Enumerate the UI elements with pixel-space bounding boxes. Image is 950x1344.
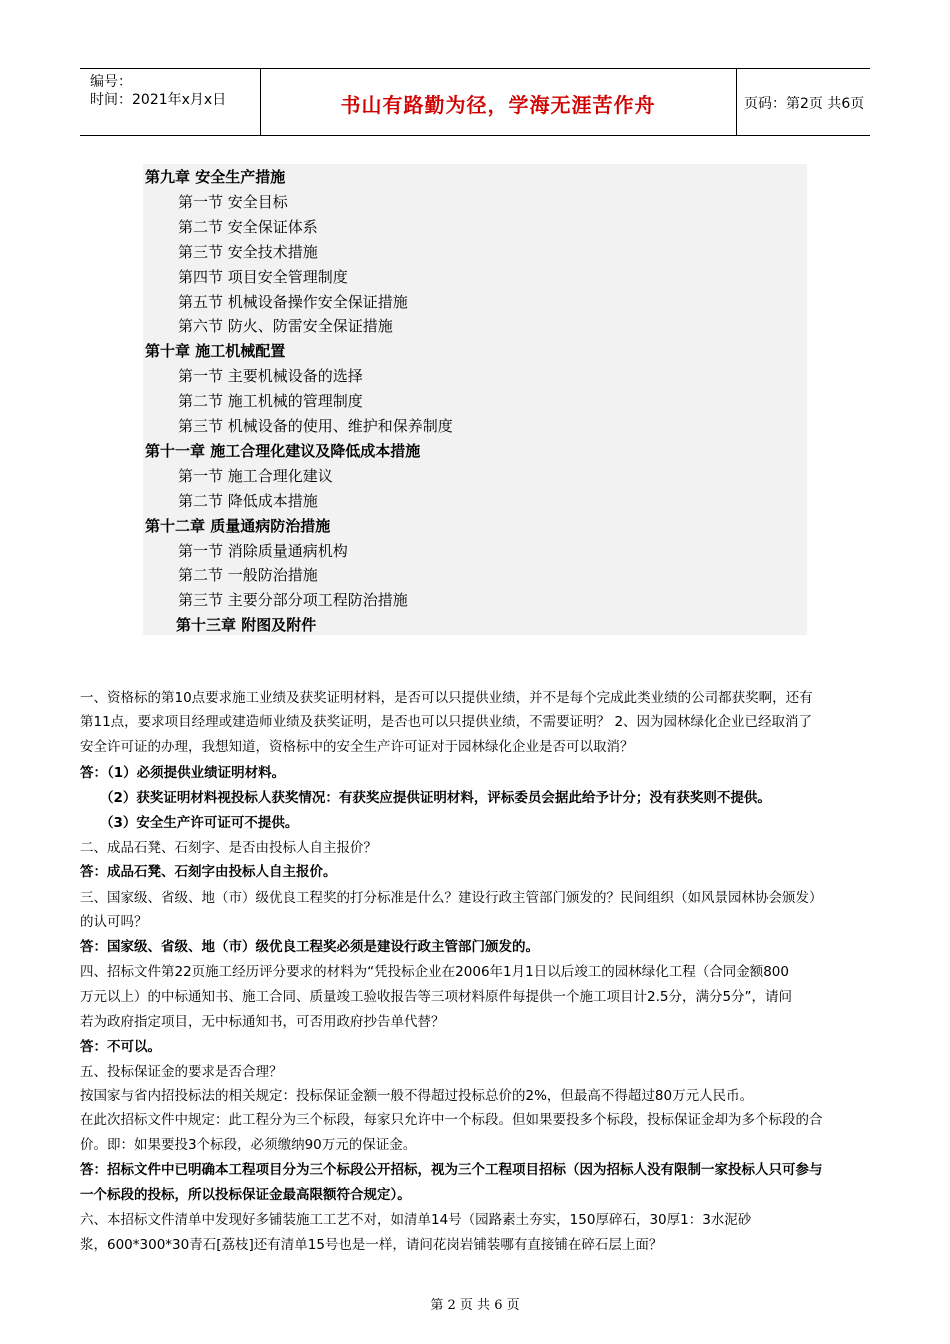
toc-chapter: 第十二章 质量通病防治措施 <box>145 516 331 535</box>
body-line: 三、国家级、省级、地（市）级优良工程奖的打分标准是什么？建设行政主管部门颁发的？民间组织（如风景园林协会颁发） <box>80 890 823 906</box>
body-line: 四、招标文件第22页施工经历评分要求的材料为“凭投标企业在2006年1月1日以后竣工的园林绿化工程（合同金额800 <box>80 964 789 980</box>
toc-section: 第二节 一般防治措施 <box>178 566 318 585</box>
toc-section: 第二节 施工机械的管理制度 <box>178 392 363 411</box>
answer-line: （2）获奖证明材料视投标人获奖情况：有获奖应提供证明材料，评标委员会据此给予计分；没有获奖则不提供。 <box>100 790 771 806</box>
page-label: 页码：第2页 共6页 <box>744 96 865 112</box>
page-header <box>80 68 870 136</box>
answer-line: 答：（1）必须提供业绩证明材料。 <box>80 765 286 781</box>
toc-section: 第二节 安全保证体系 <box>178 217 318 236</box>
toc-section: 第五节 机械设备操作安全保证措施 <box>178 292 408 311</box>
answer-line: 一个标段的投标，所以投标保证金最高限额符合规定）。 <box>80 1187 411 1203</box>
toc-section: 第一节 施工合理化建议 <box>178 466 333 485</box>
toc-section: 第六节 防火、防雷安全保证措施 <box>178 317 393 336</box>
page-footer: 第 2 页 共 6 页 <box>430 1298 520 1313</box>
body-line: 一、资格标的第10点要求施工业绩及获奖证明材料，是否可以只提供业绩，并不是每个完成此类业绩的公司都获奖啊，还有 <box>80 690 813 706</box>
toc-chapter: 第十一章 施工合理化建议及降低成本措施 <box>145 441 421 460</box>
body-line: 的认可吗？ <box>80 914 148 930</box>
toc-section: 第三节 机械设备的使用、维护和保养制度 <box>178 417 453 435</box>
body-line: 五、投标保证金的要求是否合理？ <box>80 1064 283 1080</box>
body-line: 第11点，要求项目经理或建造师业绩及获奖证明，是否也可以只提供业绩，不需要证明？ 2、因为园林绿化企业已经取消了 <box>80 714 813 730</box>
body-line: 价。即：如果要投3个标段，必须缴纳90万元的保证金。 <box>80 1137 417 1153</box>
header-page-cell <box>736 69 870 135</box>
table-of-contents <box>143 164 807 635</box>
answer-line: 答：招标文件中已明确本工程项目分为三个标段公开招标，视为三个工程项目招标（因为招标人没有限制一家投标人只可参与 <box>80 1162 823 1178</box>
body-line: 六、本招标文件清单中发现好多铺装施工工艺不对，如清单14号（园路素土夯实，150厚碎石，30厚1：3水泥砂 <box>80 1212 752 1228</box>
motto: 书山有路勤为径，学海无涯苦作舟 <box>340 93 656 117</box>
body-line: 二、成品石凳、石刻字、是否由投标人自主报价？ <box>80 840 377 856</box>
answer-line: （3）安全生产许可证可不提供。 <box>100 815 299 831</box>
toc-chapter: 第九章 安全生产措施 <box>145 168 286 186</box>
toc-section: 第一节 消除质量通病机构 <box>178 541 348 560</box>
body-line: 安全许可证的办理，我想知道，资格标中的安全生产许可证对于园林绿化企业是否可以取消？ <box>80 739 634 755</box>
toc-section: 第三节 安全技术措施 <box>178 242 318 261</box>
toc-section: 第一节 安全目标 <box>178 192 288 211</box>
answer-line: 答：国家级、省级、地（市）级优良工程奖必须是建设行政主管部门颁发的。 <box>80 939 539 955</box>
body-line: 若为政府指定项目，无中标通知书，可否用政府抄告单代替？ <box>80 1014 445 1030</box>
date-label: 时间：2021年x月x日 <box>90 92 227 108</box>
header-motto-cell <box>260 69 737 135</box>
body-line: 在此次招标文件中规定：此工程分为三个标段，每家只允许中一个标段。但如果要投多个标段，投标保证金却为多个标段的合 <box>80 1112 823 1128</box>
toc-chapter: 第十章 施工机械配置 <box>145 342 286 361</box>
answer-line: 答：成品石凳、石刻字由投标人自主报价。 <box>80 864 337 880</box>
answer-line: 答：不可以。 <box>80 1039 161 1055</box>
toc-section: 第二节 降低成本措施 <box>178 491 318 510</box>
toc-section: 第一节 主要机械设备的选择 <box>178 367 363 386</box>
header-info-cell <box>80 69 261 135</box>
body-line: 按国家与省内招投标法的相关规定：投标保证金额一般不得超过投标总价的2%，但最高不得超过80万元人民币。 <box>80 1088 754 1104</box>
number-label: 编号： <box>90 74 132 90</box>
toc-section: 第四节 项目安全管理制度 <box>178 267 348 286</box>
body-line: 浆，600*300*30青石[荔枝]还有清单15号也是一样，请问花岗岩铺装哪有直接铺在碎石层上面？ <box>80 1237 663 1253</box>
toc-chapter: 第十三章 附图及附件 <box>176 616 317 635</box>
toc-section: 第三节 主要分部分项工程防治措施 <box>178 591 408 610</box>
body-line: 万元以上）的中标通知书、施工合同、质量竣工验收报告等三项材料原件每提供一个施工项目计2.5分，满分5分”，请问 <box>80 989 793 1005</box>
